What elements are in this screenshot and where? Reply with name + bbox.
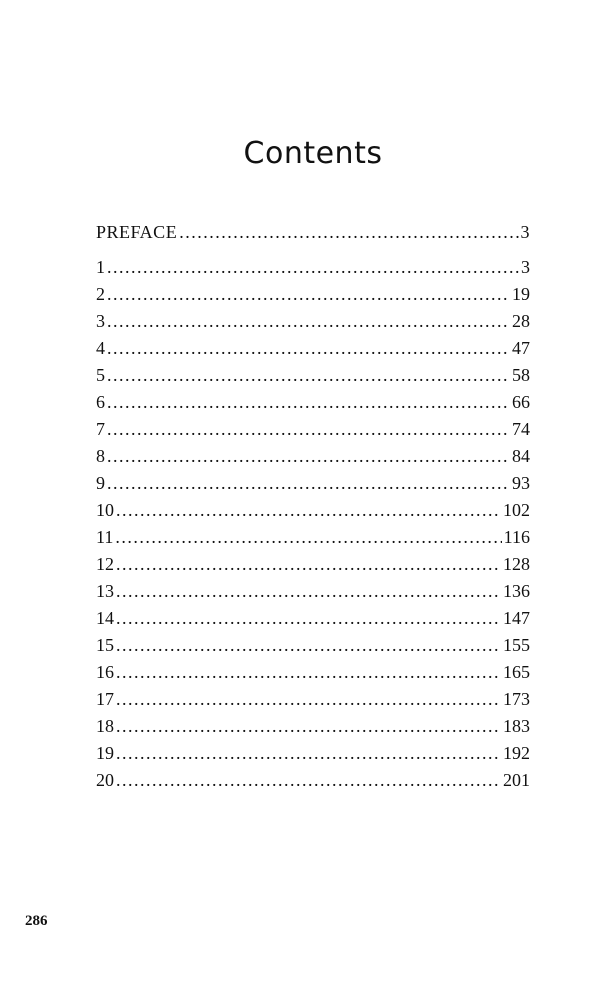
toc-entry-label: 14 bbox=[96, 608, 114, 628]
toc-entry bbox=[96, 470, 530, 497]
toc-entry-page: 173 bbox=[503, 689, 530, 709]
toc-entry bbox=[96, 362, 530, 389]
toc-entry bbox=[96, 308, 530, 335]
toc-entry-label: 16 bbox=[96, 662, 114, 682]
toc-entry-label: 19 bbox=[96, 743, 114, 763]
toc-entry-preface bbox=[96, 219, 530, 246]
dot-leader bbox=[107, 281, 510, 308]
page-title: Contents bbox=[243, 136, 383, 172]
toc-entry-page: 93 bbox=[512, 473, 530, 493]
toc-entry-page: 28 bbox=[512, 311, 530, 331]
toc-entry-label: 6 bbox=[96, 392, 105, 412]
toc-entry-page: 155 bbox=[503, 635, 530, 655]
page-number: 286 bbox=[25, 913, 48, 929]
toc-entry-page: 47 bbox=[512, 338, 530, 358]
toc-entry-label: 17 bbox=[96, 689, 114, 709]
toc-entry bbox=[96, 524, 530, 551]
dot-leader bbox=[116, 578, 501, 605]
toc-entry-page: 66 bbox=[512, 392, 530, 412]
toc-entry-page: 136 bbox=[503, 581, 530, 601]
dot-leader bbox=[116, 497, 501, 524]
toc-entry-label: 4 bbox=[96, 338, 105, 358]
toc-entry bbox=[96, 551, 530, 578]
toc-entry-label: 18 bbox=[96, 716, 114, 736]
toc-entry bbox=[96, 713, 530, 740]
dot-leader bbox=[107, 443, 510, 470]
dot-leader bbox=[116, 659, 501, 686]
toc-entry-label: 13 bbox=[96, 581, 114, 601]
toc-entry bbox=[96, 335, 530, 362]
toc-entry bbox=[96, 254, 530, 281]
dot-leader bbox=[107, 335, 510, 362]
dot-leader bbox=[116, 551, 501, 578]
toc-entry bbox=[96, 497, 530, 524]
dot-leader bbox=[116, 605, 501, 632]
toc-entry bbox=[96, 416, 530, 443]
toc-entry bbox=[96, 281, 530, 308]
dot-leader bbox=[116, 713, 501, 740]
toc-entry bbox=[96, 740, 530, 767]
toc-entry-label: PREFACE bbox=[96, 222, 178, 242]
toc-entry-page: 58 bbox=[512, 365, 530, 385]
toc-entry-label: 3 bbox=[96, 311, 105, 331]
toc-entry bbox=[96, 632, 530, 659]
dot-leader bbox=[107, 416, 510, 443]
toc-entry-label: 15 bbox=[96, 635, 114, 655]
toc-entry-page: 201 bbox=[503, 770, 530, 790]
dot-leader bbox=[116, 767, 501, 794]
toc-entry-page: 147 bbox=[503, 608, 530, 628]
toc-entry-page: 19 bbox=[512, 284, 530, 304]
toc-entry-label: 8 bbox=[96, 446, 105, 466]
toc-entry-page: 3 bbox=[520, 222, 530, 242]
toc-entry-label: 9 bbox=[96, 473, 105, 493]
dot-leader bbox=[107, 308, 510, 335]
toc-entry-label: 1 bbox=[96, 257, 105, 277]
toc-entry-page: 102 bbox=[503, 500, 530, 520]
toc-entry-page: 165 bbox=[503, 662, 530, 682]
dot-leader bbox=[116, 686, 501, 713]
toc-entry-page: 192 bbox=[503, 743, 530, 763]
dot-leader bbox=[116, 740, 501, 767]
toc-entry-label: 5 bbox=[96, 365, 105, 385]
toc-entry bbox=[96, 605, 530, 632]
toc-entry bbox=[96, 767, 530, 794]
dot-leader bbox=[107, 254, 519, 281]
toc-entry-page: 84 bbox=[512, 446, 530, 466]
dot-leader bbox=[115, 524, 501, 551]
toc-entry-page: 128 bbox=[503, 554, 530, 574]
toc-entry bbox=[96, 578, 530, 605]
toc-entry bbox=[96, 659, 530, 686]
toc-entry-page: 183 bbox=[503, 716, 530, 736]
dot-leader bbox=[107, 389, 510, 416]
toc-entry bbox=[96, 389, 530, 416]
table-of-contents bbox=[96, 219, 530, 794]
toc-entry-page: 3 bbox=[521, 257, 530, 277]
toc-entry bbox=[96, 686, 530, 713]
dot-leader bbox=[107, 470, 510, 497]
toc-entry-page: 74 bbox=[512, 419, 530, 439]
toc-entry-label: 20 bbox=[96, 770, 114, 790]
dot-leader bbox=[116, 632, 501, 659]
dot-leader bbox=[107, 362, 510, 389]
dot-leader bbox=[179, 219, 518, 246]
toc-entry-label: 2 bbox=[96, 284, 105, 304]
toc-entry-label: 12 bbox=[96, 554, 114, 574]
toc-entry-label: 11 bbox=[96, 527, 114, 547]
toc-entry-label: 10 bbox=[96, 500, 114, 520]
toc-entry-page: 116 bbox=[503, 527, 530, 547]
toc-entry-label: 7 bbox=[96, 419, 105, 439]
toc-entry bbox=[96, 443, 530, 470]
